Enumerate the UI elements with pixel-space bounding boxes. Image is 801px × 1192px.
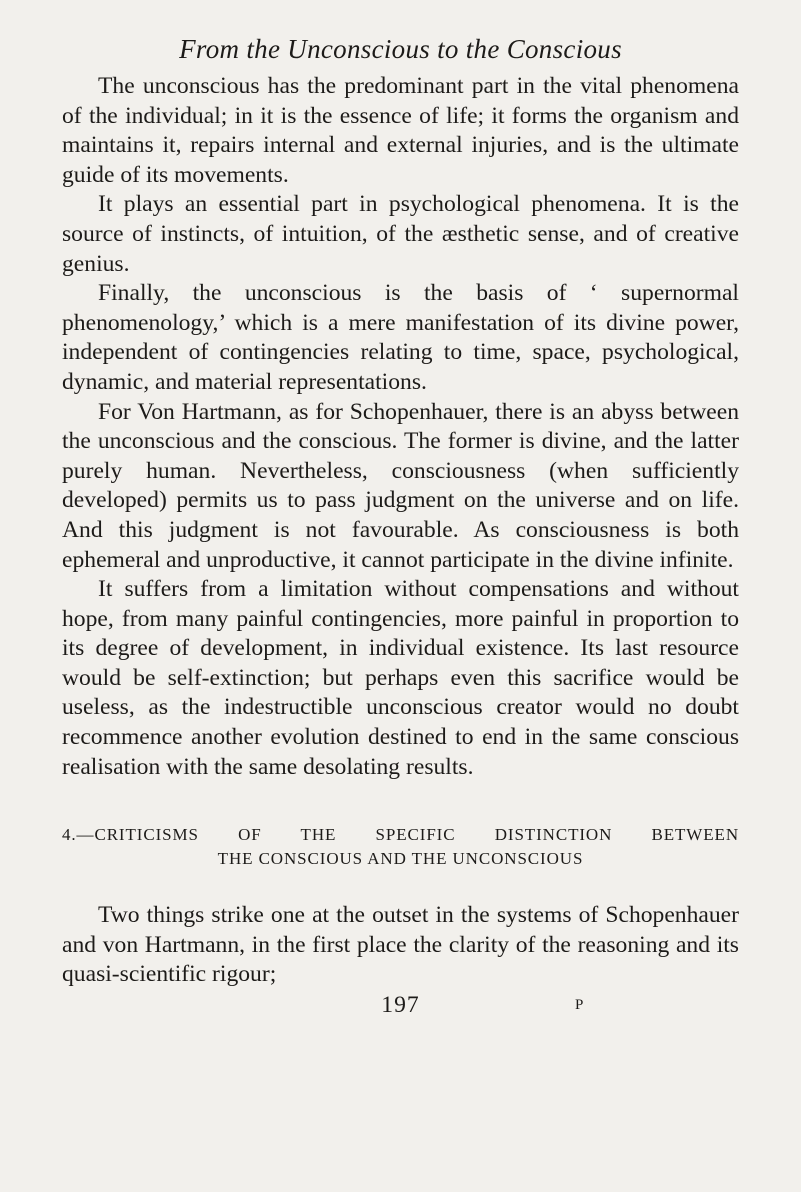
- paragraph-2: It plays an essential part in psychological phenomena. It is the source of instincts, of intuition, of the æsthetic sense, and of creative genius.: [62, 191, 739, 277]
- paragraph-1: The unconscious has the predominant part in the vital phenomena of the individual; in it is the essence of life; it forms the organism and maintains it, repairs internal and external injuries, and is the ultimate guide of its movements.: [62, 73, 739, 188]
- section-body: [62, 901, 739, 990]
- paragraph-3: Finally, the unconscious is the basis of ‘ supernormal phenomenology,’ which is a mere manifestation of its divine power, independent of contingencies relating to time, space, psychological, dynamic, and material representations.: [62, 280, 739, 395]
- paragraph-4: For Von Hartmann, as for Schopenhauer, there is an abyss between the unconscious and the conscious. The former is divine, and the latter purely human. Nevertheless, consciousness (when sufficiently developed) permits us to pass judgment on the universe and on life. And this judgment is not favourable. As consciousness is both ephemeral and unproductive, it cannot participate in the divine infinite.: [62, 398, 739, 573]
- section-heading-line-1: 4.—CRITICISMS OF THE SPECIFIC DISTINCTION BETWEEN: [62, 825, 739, 845]
- page-number: 197: [381, 992, 420, 1019]
- paragraph-5: It suffers from a limitation without compensations and without hope, from many painful contingencies, more painful in proportion to its degree of development, in individual existence. Its last resource would be self-extinction; but perhaps even this sacrifice would be useless, as the indestructible unconscious creator would no doubt recommence another evolution destined to end in the same conscious realisation with the same desolating results.: [62, 576, 739, 780]
- running-head: From the Unconscious to the Conscious: [179, 34, 622, 64]
- section-heading: [62, 823, 739, 871]
- section-heading-line-2: THE CONSCIOUS AND THE UNCONSCIOUS: [217, 849, 584, 869]
- body-text: [62, 72, 739, 782]
- page-footer: [62, 990, 739, 1020]
- section-paragraph: Two things strike one at the outset in the systems of Schopenhauer and von Hartmann, in the first place the clarity of the reasoning and its quasi-scientific rigour;: [62, 902, 739, 988]
- signature-mark: P: [575, 997, 585, 1014]
- book-page: [62, 32, 739, 1020]
